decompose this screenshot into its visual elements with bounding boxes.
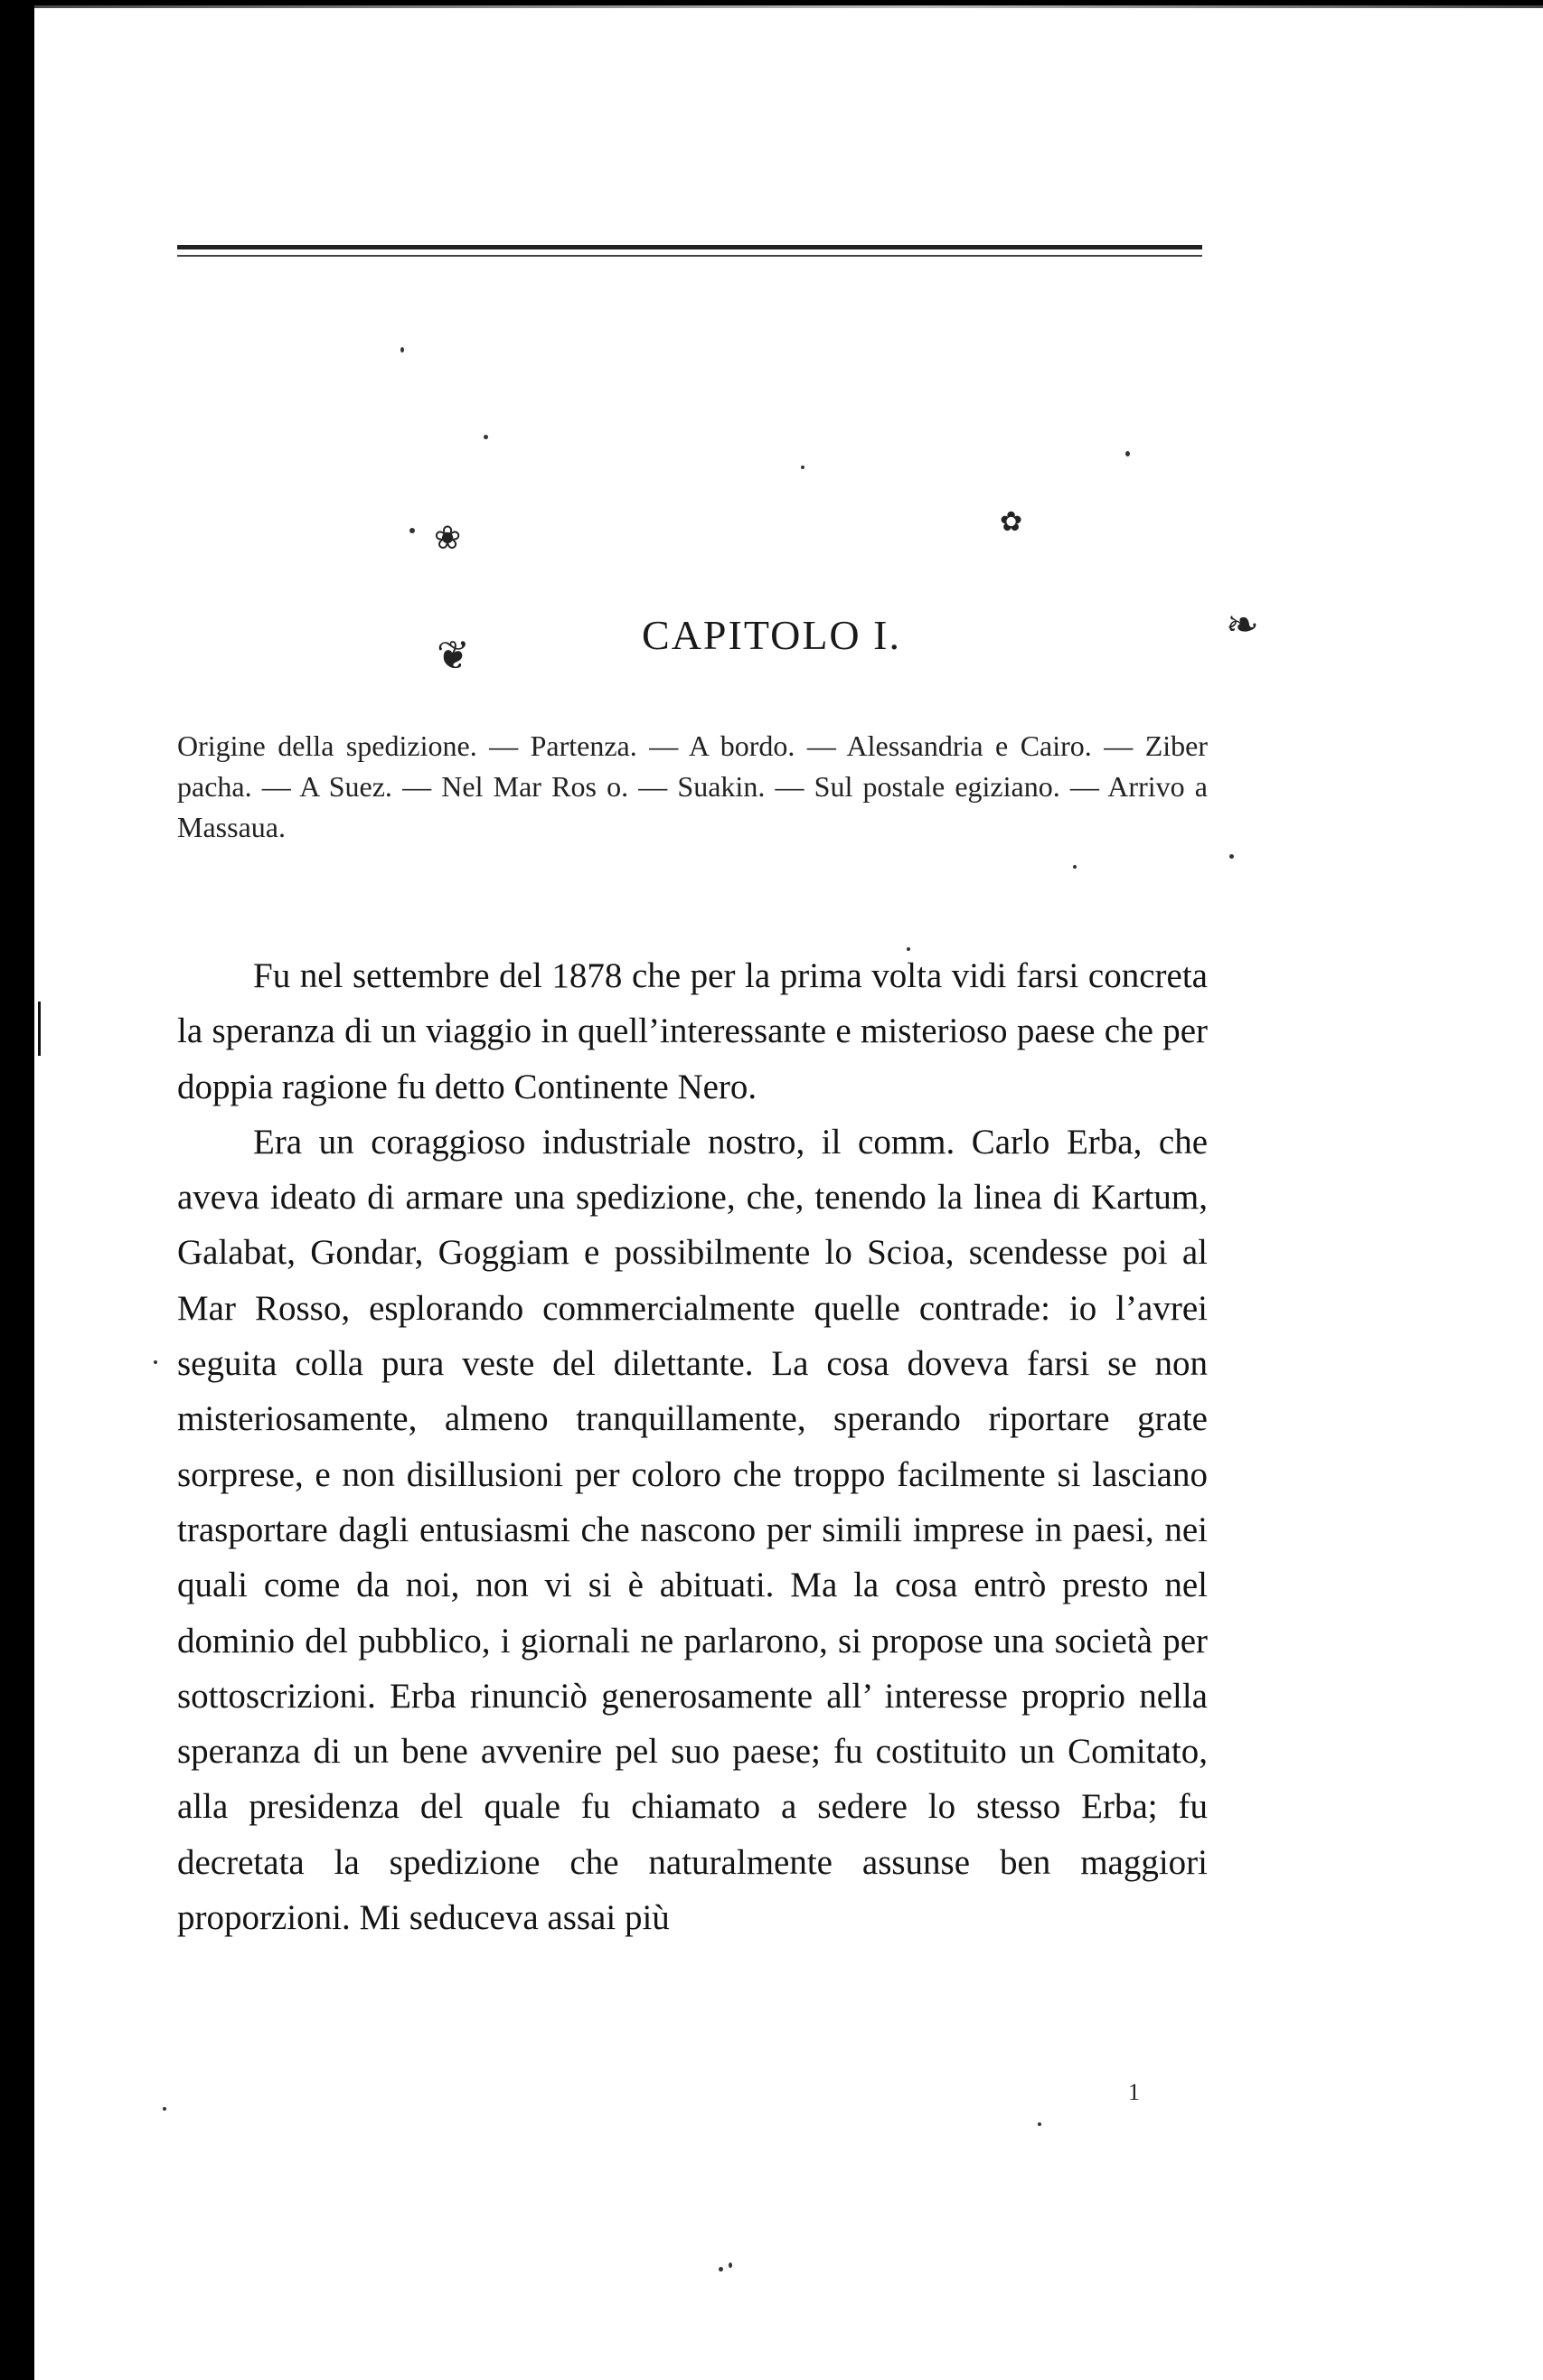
scan-speck <box>400 347 404 353</box>
scan-speck <box>409 528 415 533</box>
fleuron-icon: ❦ <box>437 634 470 678</box>
scan-speck <box>1125 451 1130 456</box>
scan-speck <box>154 1360 157 1364</box>
header-rule <box>177 245 1202 249</box>
paragraph: Fu nel settembre del 1878 che per la prima volta vidi farsi concreta la speranza di un viaggio in quell’interessante e misterioso paese che per doppia ragione fu detto Continente Nero. <box>177 956 1208 1106</box>
signature-mark: 1 <box>1128 2079 1140 2105</box>
scan-border-top-shade <box>0 5 1543 8</box>
scan-speck <box>801 466 804 469</box>
body-text <box>177 948 1208 1945</box>
scan-speck <box>484 435 488 439</box>
chapter-summary: Origine della spedizione. — Partenza. — A bordo. — Alessandria e Cairo. — Ziber pacha. — A Suez. — Nel Mar Ros o. — Suakin. — Sul postale egiziano. — Arrivo a Massaua. <box>177 729 1208 843</box>
scan-border-left <box>0 0 34 2380</box>
paragraph: Era un coraggioso industriale nostro, il comm. Carlo Erba, che aveva ideato di armare una spedizione, che, tenendo la linea di Kartum, Galabat, Gondar, Goggiam e possibilmente lo Scioa, scendesse poi al Mar Rosso, esplorando commercialmente quelle contrade: io l’avrei seguita colla pura veste del dilettante. La cosa doveva farsi se non misteriosamente, almeno tranquillamente, sperando riportare grate sorprese, e non disillusioni per coloro che troppo facilmente si lasciano trasportare dagli entusiasmi che nascono per simili imprese in paesi, nei quali come da noi, non vi si è abituati. Ma la cosa entrò presto nel dominio del pubblico, i giornali ne parlarono, si propose una società per sottoscrizioni. Erba rinunciò generosamente all’ interesse proprio nella speranza di un bene avvenire pel suo paese; fu costituito un Comitato, alla presidenza del quale fu chiamato a sedere lo stesso Erba; fu decretata la spedizione che naturalmente assunse ben maggiori proporzioni. Mi seduceva assai più <box>177 1122 1208 1938</box>
fleuron-icon: ✿ <box>1000 507 1023 537</box>
chapter-title: CAPITOLO I. <box>642 612 901 658</box>
scan-speck <box>719 2267 723 2272</box>
margin-mark <box>38 1002 41 1056</box>
scan-speck <box>163 2107 166 2111</box>
scan-speck <box>1073 865 1077 869</box>
header-rule-thin <box>177 255 1202 257</box>
scan-speck <box>1229 854 1234 859</box>
fleuron-icon: ❀ <box>434 520 462 556</box>
scan-speck <box>729 2262 732 2268</box>
scan-speck <box>1038 2122 1041 2126</box>
fleuron-icon: ❧ <box>1226 603 1259 647</box>
